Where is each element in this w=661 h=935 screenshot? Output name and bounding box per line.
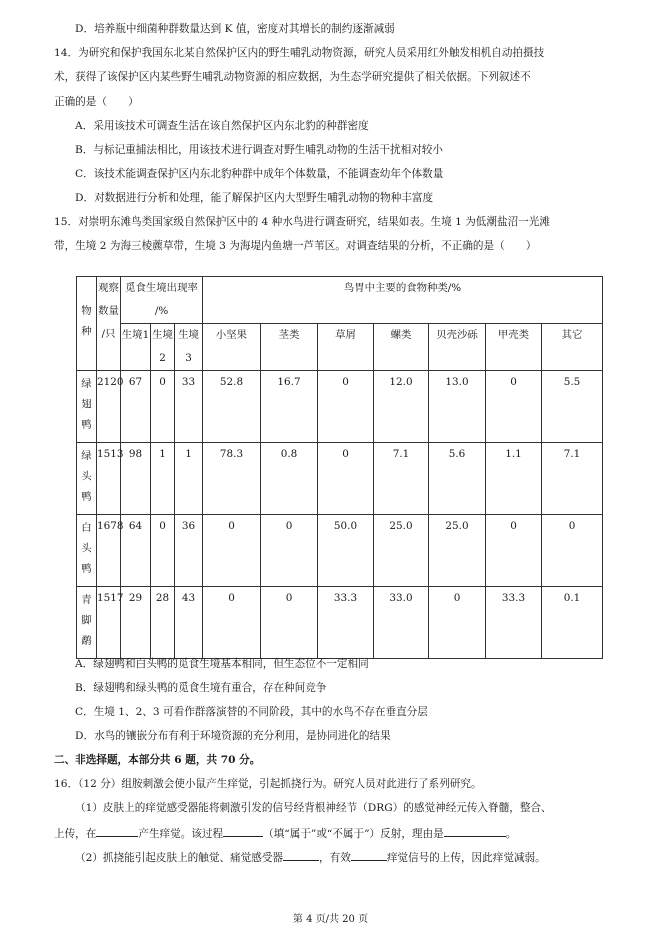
- answer-blank[interactable]: [283, 849, 319, 861]
- cell-habitat: 64: [121, 515, 151, 587]
- q14-option-b: B．与标记重捕法相比，用该技术进行调查对野生哺乳动物的生活干扰相对较小: [75, 144, 443, 156]
- header-habitat: 生境2: [151, 324, 175, 371]
- cell-food: 0.1: [542, 587, 603, 659]
- cell-food: 0: [261, 515, 318, 587]
- cell-food: 16.7: [261, 371, 318, 443]
- cell-food: 0: [542, 515, 603, 587]
- cell-food: 25.0: [429, 515, 486, 587]
- header-habitat-rate: 觅食生境出现率 /%: [121, 277, 203, 324]
- table-row: [77, 515, 603, 587]
- header-species: 物种: [77, 277, 97, 371]
- section-heading: 二、非选择题，本部分共 6 题，共 70 分。: [54, 754, 261, 766]
- cell-food: 52.8: [203, 371, 261, 443]
- cell-food: 0: [486, 371, 542, 443]
- cell-food: 0: [261, 587, 318, 659]
- cell-habitat: 29: [121, 587, 151, 659]
- cell-species: 青脚鹬: [77, 587, 97, 659]
- cell-species: 绿翅鸭: [77, 371, 97, 443]
- cell-habitat: 1: [175, 443, 203, 515]
- cell-food: 33.3: [318, 587, 374, 659]
- cell-count: 1517: [97, 587, 121, 659]
- cell-food: 12.0: [374, 371, 429, 443]
- answer-blank[interactable]: [223, 825, 263, 837]
- cell-food: 0: [318, 371, 374, 443]
- header-food-type: 螺类: [374, 324, 429, 371]
- table-row: [77, 371, 603, 443]
- cell-habitat: 0: [151, 371, 175, 443]
- cell-food: 1.1: [486, 443, 542, 515]
- cell-food: 7.1: [542, 443, 603, 515]
- q15-stem-line-1: 15．对崇明东滩鸟类国家级自然保护区中的 4 种水鸟进行调查研究，结果如表。生境 1 为低潮盐沼一光滩: [54, 216, 550, 228]
- answer-blank[interactable]: [444, 825, 506, 837]
- cell-food: 33.3: [486, 587, 542, 659]
- q15-option-b: B．绿翅鸭和绿头鸭的觅食生境有重合，存在种间竞争: [75, 682, 327, 694]
- q15-stem-line-2: 带，生境 2 为海三棱藨草带，生境 3 为海堤内鱼塘一芦苇区。对调查结果的分析，不正确的是（ ）: [54, 240, 537, 252]
- cell-count: 1678: [97, 515, 121, 587]
- q14-option-d: D．对数据进行分析和处理，能了解保护区内大型野生哺乳动物的物种丰富度: [75, 192, 434, 204]
- cell-count: 2120: [97, 371, 121, 443]
- cell-food: 7.1: [374, 443, 429, 515]
- table-row: [77, 587, 603, 659]
- cell-food: 5.6: [429, 443, 486, 515]
- cell-food: 50.0: [318, 515, 374, 587]
- header-habitat: 生境1: [121, 324, 151, 371]
- cell-habitat: 28: [151, 587, 175, 659]
- cell-food: 13.0: [429, 371, 486, 443]
- q14-stem-line-1: 14．为研究和保护我国东北某自然保护区内的野生哺乳动物资源，研究人员采用红外触发相机自动拍摄技: [54, 47, 545, 59]
- cell-species: 绿头鸭: [77, 443, 97, 515]
- page-number: 第 4 页/共 20 页: [292, 914, 369, 925]
- q14-stem-line-2: 术，获得了该保护区内某些野生哺乳动物资源的相应数据，为生态学研究提供了相关依据。下列叙述不: [54, 71, 531, 83]
- header-food-type: 其它: [542, 324, 603, 371]
- cell-food: 78.3: [203, 443, 261, 515]
- q16-part1-line1: （1）皮肤上的痒觉感受器能将刺激引发的信号经背根神经节（DRG）的感觉神经元传入脊髓，整合、: [75, 802, 552, 814]
- cell-food: 0.8: [261, 443, 318, 515]
- cell-habitat: 98: [121, 443, 151, 515]
- q16-part2: （2）抓挠能引起皮肤上的触觉、痛觉感受器 ，有效 痒觉信号的上传，因此痒觉减弱。: [75, 849, 546, 865]
- header-food: 鸟胃中主要的食物种类/%: [203, 277, 603, 324]
- header-food-type: 茎类: [261, 324, 318, 371]
- header-food-type: 草屑: [318, 324, 374, 371]
- cell-habitat: 36: [175, 515, 203, 587]
- cell-food: 0: [318, 443, 374, 515]
- q13-option-d: D．培养瓶中细菌种群数量达到 K 值，密度对其增长的制约逐渐减弱: [75, 23, 395, 35]
- q16-part1-line2: 上传，在 产生痒觉。该过程 （填“属于”或“不属于”）反射，理由是 。: [54, 825, 516, 841]
- header-habitat: 生境3: [175, 324, 203, 371]
- cell-habitat: 0: [151, 515, 175, 587]
- cell-food: 0: [429, 587, 486, 659]
- survey-table: [76, 276, 603, 659]
- cell-habitat: 43: [175, 587, 203, 659]
- q15-option-d: D．水鸟的镶嵌分布有利于环境资源的充分利用，是协同进化的结果: [75, 730, 391, 742]
- header-food-type: 小坚果: [203, 324, 261, 371]
- cell-food: 0: [203, 515, 261, 587]
- answer-blank[interactable]: [96, 825, 138, 837]
- q15-option-a: A．绿翅鸭和白头鸭的觅食生境基本相同，但生态位不一定相同: [75, 658, 369, 670]
- cell-food: 5.5: [542, 371, 603, 443]
- answer-blank[interactable]: [351, 849, 387, 861]
- q15-option-c: C．生境 1、2、3 可看作群落演替的不同阶段，其中的水鸟不存在垂直分层: [75, 706, 428, 718]
- cell-species: 白头鸭: [77, 515, 97, 587]
- q14-option-c: C．该技术能调查保护区内东北豹种群中成年个体数量，不能调查幼年个体数量: [75, 168, 444, 180]
- cell-habitat: 1: [151, 443, 175, 515]
- header-count: 观察 数量 /只: [97, 277, 121, 371]
- table-row: [77, 443, 603, 515]
- cell-food: 33.0: [374, 587, 429, 659]
- cell-habitat: 67: [121, 371, 151, 443]
- cell-count: 1513: [97, 443, 121, 515]
- cell-food: 0: [486, 515, 542, 587]
- cell-food: 25.0: [374, 515, 429, 587]
- cell-habitat: 33: [175, 371, 203, 443]
- cell-food: 0: [203, 587, 261, 659]
- header-food-type: 甲壳类: [486, 324, 542, 371]
- q16-stem: 16．（12 分）组胺刺激会使小鼠产生痒觉，引起抓挠行为。研究人员对此进行了系列研究。: [54, 778, 482, 790]
- q14-option-a: A．采用该技术可调查生活在该自然保护区内东北豹的种群密度: [75, 120, 369, 132]
- header-food-type: 贝壳沙砾: [429, 324, 486, 371]
- q14-stem-line-3: 正确的是（ ）: [54, 96, 139, 108]
